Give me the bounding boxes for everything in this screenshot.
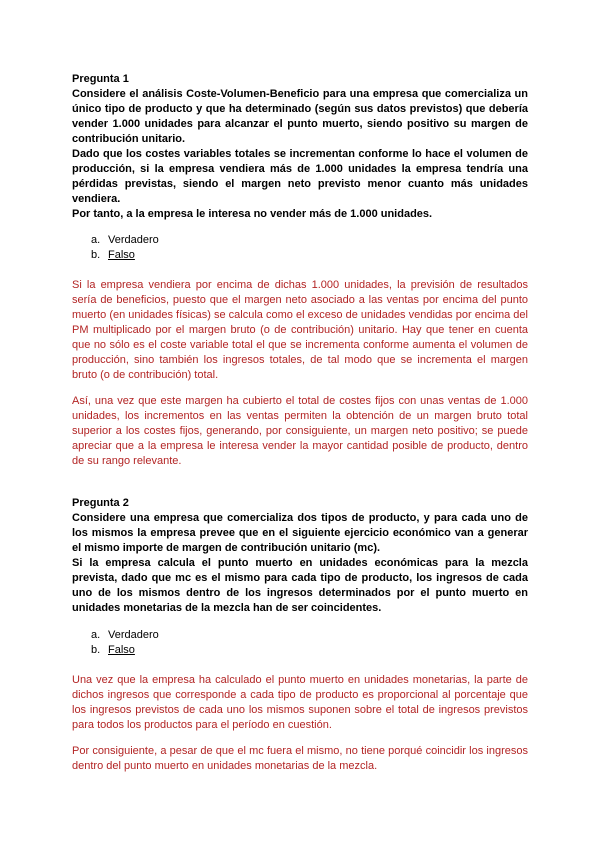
option-text: Falso [108, 249, 135, 261]
question-1-answer: Así, una vez que este margen ha cubierto el total de costes fijos con unas ventas de 1.000 unidades, los incrementos en las ventas permiten la obtención de un margen bruto total superior a los costes fijos, generando, por consiguiente, un margen neto positivo; se puede apreciar que a la empresa le interesa vender la mayor cantidad posible de producto, dentro de su rango relevante. [72, 395, 528, 467]
question-2-paragraph: Si la empresa calcula el punto muerto en unidades económicas para la mezcla prevista, dado que mc es el mismo para cada tipo de producto, los ingresos de cada uno de los mismos dentro de los ingresos determinados por el punto muerto en unidades monetarias de la mezcla han de ser coincidentes. [72, 557, 528, 614]
option-letter: a. [91, 234, 101, 246]
option-b[interactable] [91, 248, 159, 263]
question-1-answer: Si la empresa vendiera por encima de dichas 1.000 unidades, la previsión de resultados sería de beneficios, puesto que el margen neto asociado a las ventas por encima del punto muerto (en unidades físicas) se calcula como el exceso de unidades vendidas por encima del PM multiplicado por el margen bruto (o de contribución) unitario. Hay que tener en cuenta que no sólo es el coste variable total el que se incrementa conforme aumenta el volumen de producción, sino también los ingresos totales, de tal modo que se incrementa el margen bruto (o de contribución) total. [72, 279, 528, 381]
option-b[interactable] [91, 643, 159, 658]
question-2-answer: Por consiguiente, a pesar de que el mc fuera el mismo, no tiene porqué coincidir los ingresos dentro del punto muerto en unidades monetarias de la mezcla. [72, 745, 528, 772]
option-text: Falso [108, 644, 135, 656]
option-text: Verdadero [108, 629, 159, 641]
question-2-answer: Una vez que la empresa ha calculado el punto muerto en unidades monetarias, la parte de dichos ingresos que corresponde a cada tipo de producto es proporcional al porcentaje que los ingresos previstos de cada uno los mismos suponen sobre el total de ingresos previstos para todos los productos para el período en cuestión. [72, 674, 528, 731]
question-1-statement [72, 87, 528, 222]
question-1-paragraph: Considere el análisis Coste-Volumen-Beneficio para una empresa que comercializa un único tipo de producto y que ha determinado (según sus datos previstos) que debería vender 1.000 unidades para alcanzar el punto muerto, siendo positivo su margen de contribución unitario. [72, 88, 528, 145]
question-1-options [91, 233, 159, 263]
option-letter: b. [91, 249, 101, 261]
question-2-statement [72, 511, 528, 616]
question-1-paragraph: Por tanto, a la empresa le interesa no vender más de 1.000 unidades. [72, 208, 433, 220]
option-a[interactable] [91, 233, 159, 248]
option-letter: a. [91, 629, 101, 641]
option-text: Verdadero [108, 234, 159, 246]
question-2-title: Pregunta 2 [72, 497, 129, 509]
question-1-paragraph: Dado que los costes variables totales se incrementan conforme lo hace el volumen de producción, si la empresa vendiera más de 1.000 unidades la empresa tendría una pérdidas previstas, siendo el margen neto previsto menor cuanto más unidades vendiera. [72, 148, 528, 205]
option-a[interactable] [91, 628, 159, 643]
question-2-paragraph: Considere una empresa que comercializa dos tipos de producto, y para cada uno de los mismos la empresa prevee que en el siguiente ejercicio económico van a generar el mismo importe de margen de contribución unitario (mc). [72, 512, 528, 554]
question-2-options [91, 628, 159, 658]
option-letter: b. [91, 644, 101, 656]
question-1-title: Pregunta 1 [72, 73, 129, 85]
